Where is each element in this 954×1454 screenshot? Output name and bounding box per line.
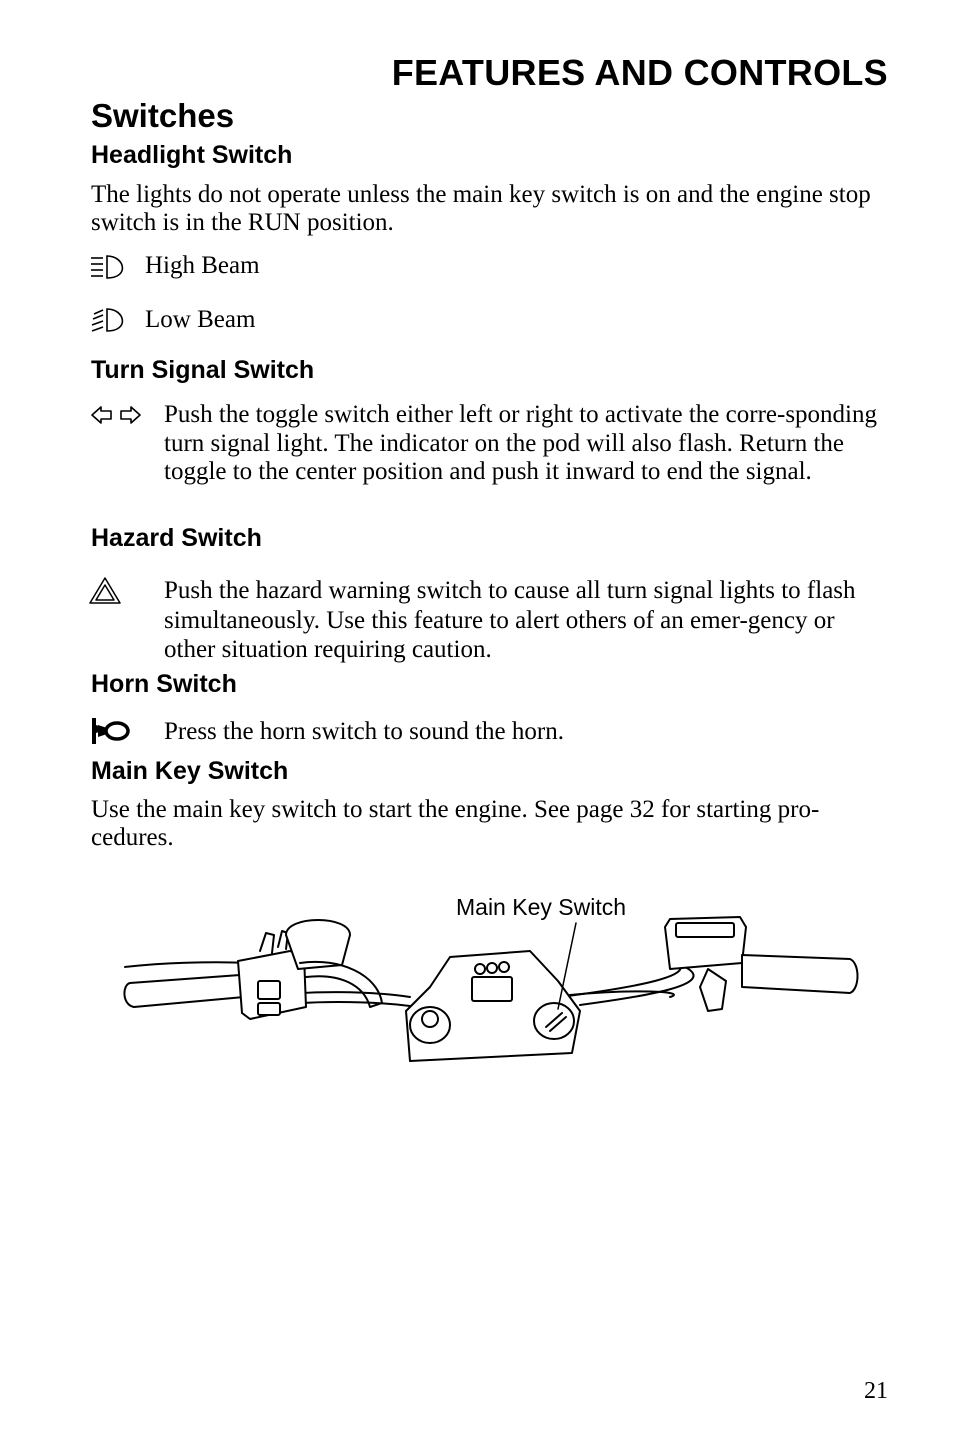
horn-switch-heading: Horn Switch	[91, 670, 237, 698]
page-number: 21	[864, 1378, 888, 1404]
horn-icon	[89, 716, 133, 746]
high-beam-label: High Beam	[145, 252, 260, 279]
headlight-switch-heading: Headlight Switch	[91, 141, 293, 169]
main-key-switch-callout: Main Key Switch	[456, 894, 627, 920]
low-beam-label: Low Beam	[145, 306, 256, 333]
main-key-text: Use the main key switch to start the engine. See page 32 for starting pro-cedures.	[91, 796, 820, 851]
turn-signal-arrows-icon	[90, 404, 146, 426]
section-title: Switches	[91, 97, 235, 134]
high-beam-icon	[90, 254, 130, 280]
turn-signal-text: Push the toggle switch either left or right to activate the corre-sponding turn signal light. The indicator on the pod will also flash. Return the toggle to the center position and push it inward to end the signal.	[164, 401, 878, 485]
turn-signal-heading: Turn Signal Switch	[91, 356, 315, 384]
hazard-triangle-icon	[89, 576, 125, 606]
low-beam-icon	[90, 307, 130, 333]
horn-text: Press the horn switch to sound the horn.	[164, 718, 564, 745]
headlight-intro: The lights do not operate unless the main key switch is on and the engine stop switch is in the RUN position.	[91, 181, 871, 236]
hazard-text: Push the hazard warning switch to cause all turn signal lights to flash simultaneously. Use this feature to alert others of an emer-gency or other situation requiring caution.	[164, 577, 856, 663]
chapter-title: FEATURES AND CONTROLS	[391, 52, 888, 93]
hazard-switch-heading: Hazard Switch	[91, 524, 262, 552]
main-key-switch-heading: Main Key Switch	[91, 757, 289, 785]
